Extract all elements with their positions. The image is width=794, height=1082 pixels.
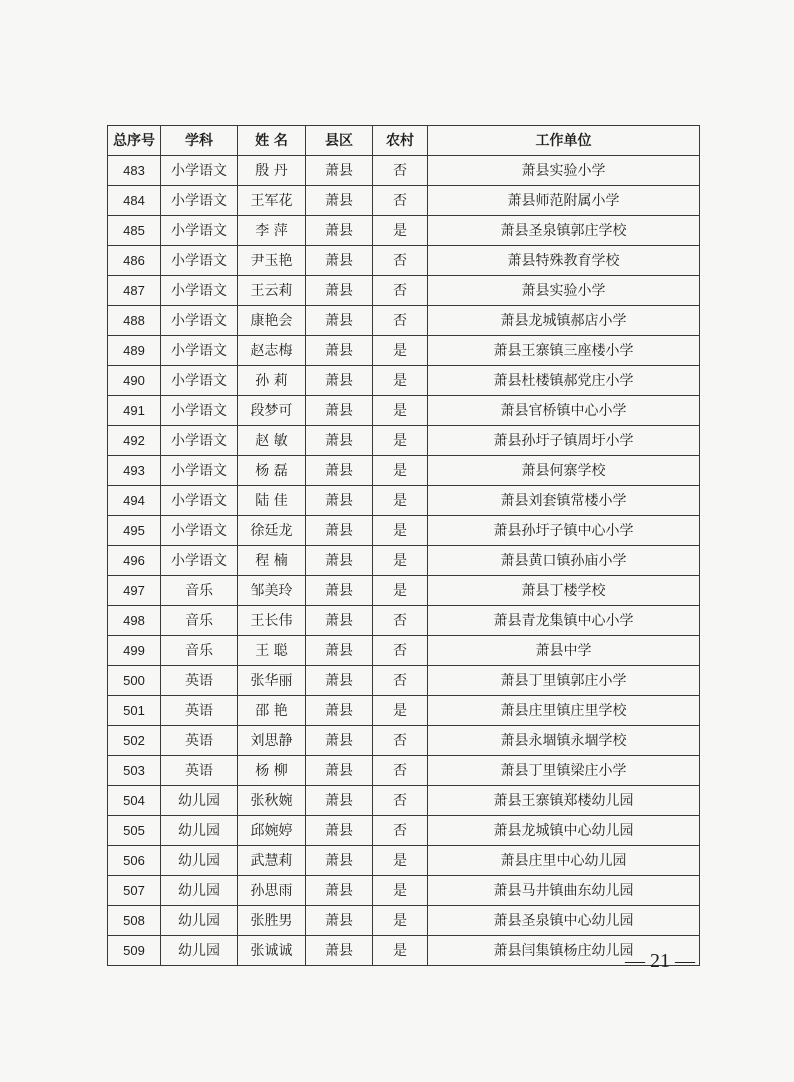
cell-county: 萧县 xyxy=(306,546,373,576)
cell-unit: 萧县特殊教育学校 xyxy=(428,246,700,276)
cell-unit: 萧县龙城镇中心幼儿园 xyxy=(428,816,700,846)
cell-unit: 萧县马井镇曲东幼儿园 xyxy=(428,876,700,906)
table-row xyxy=(108,306,700,336)
cell-seq: 501 xyxy=(108,696,161,726)
cell-unit: 萧县闫集镇杨庄幼儿园 xyxy=(428,936,700,966)
cell-county: 萧县 xyxy=(306,696,373,726)
table-row xyxy=(108,426,700,456)
cell-name: 武慧莉 xyxy=(238,846,306,876)
cell-unit: 萧县何寨学校 xyxy=(428,456,700,486)
cell-rural: 是 xyxy=(373,396,428,426)
cell-rural: 是 xyxy=(373,846,428,876)
cell-unit: 萧县实验小学 xyxy=(428,156,700,186)
cell-rural: 否 xyxy=(373,246,428,276)
cell-seq: 504 xyxy=(108,786,161,816)
cell-rural: 否 xyxy=(373,606,428,636)
cell-subject: 小学语文 xyxy=(161,516,238,546)
cell-county: 萧县 xyxy=(306,366,373,396)
table-row xyxy=(108,816,700,846)
cell-county: 萧县 xyxy=(306,156,373,186)
cell-unit: 萧县王寨镇三座楼小学 xyxy=(428,336,700,366)
cell-subject: 小学语文 xyxy=(161,276,238,306)
cell-seq: 488 xyxy=(108,306,161,336)
cell-unit: 萧县孙圩子镇中心小学 xyxy=(428,516,700,546)
cell-seq: 493 xyxy=(108,456,161,486)
table-row xyxy=(108,726,700,756)
header-seq: 总序号 xyxy=(108,126,161,156)
table-row xyxy=(108,456,700,486)
cell-county: 萧县 xyxy=(306,486,373,516)
table-row xyxy=(108,396,700,426)
cell-county: 萧县 xyxy=(306,336,373,366)
cell-name: 张胜男 xyxy=(238,906,306,936)
cell-subject: 小学语文 xyxy=(161,156,238,186)
cell-name: 杨 柳 xyxy=(238,756,306,786)
cell-county: 萧县 xyxy=(306,606,373,636)
cell-unit: 萧县永堌镇永堌学校 xyxy=(428,726,700,756)
cell-rural: 否 xyxy=(373,156,428,186)
cell-name: 张诚诚 xyxy=(238,936,306,966)
page-number: — 21 — xyxy=(625,950,695,972)
table-row xyxy=(108,486,700,516)
personnel-table xyxy=(107,125,700,966)
cell-name: 王 聪 xyxy=(238,636,306,666)
cell-seq: 487 xyxy=(108,276,161,306)
cell-rural: 否 xyxy=(373,726,428,756)
cell-name: 康艳会 xyxy=(238,306,306,336)
cell-name: 赵 敏 xyxy=(238,426,306,456)
cell-subject: 小学语文 xyxy=(161,396,238,426)
cell-name: 张秋婉 xyxy=(238,786,306,816)
table-row xyxy=(108,606,700,636)
cell-rural: 否 xyxy=(373,636,428,666)
cell-seq: 484 xyxy=(108,186,161,216)
cell-county: 萧县 xyxy=(306,666,373,696)
cell-county: 萧县 xyxy=(306,786,373,816)
table-row xyxy=(108,546,700,576)
table-body xyxy=(108,156,700,966)
cell-rural: 否 xyxy=(373,756,428,786)
cell-county: 萧县 xyxy=(306,246,373,276)
cell-rural: 是 xyxy=(373,936,428,966)
cell-seq: 508 xyxy=(108,906,161,936)
cell-name: 徐廷龙 xyxy=(238,516,306,546)
cell-rural: 是 xyxy=(373,336,428,366)
cell-name: 杨 磊 xyxy=(238,456,306,486)
cell-rural: 是 xyxy=(373,426,428,456)
cell-unit: 萧县丁里镇郭庄小学 xyxy=(428,666,700,696)
cell-name: 张华丽 xyxy=(238,666,306,696)
table-row xyxy=(108,276,700,306)
cell-subject: 英语 xyxy=(161,756,238,786)
cell-rural: 否 xyxy=(373,786,428,816)
cell-unit: 萧县圣泉镇中心幼儿园 xyxy=(428,906,700,936)
cell-county: 萧县 xyxy=(306,216,373,246)
cell-seq: 500 xyxy=(108,666,161,696)
table-header-row xyxy=(108,126,700,156)
cell-seq: 506 xyxy=(108,846,161,876)
cell-seq: 499 xyxy=(108,636,161,666)
cell-subject: 小学语文 xyxy=(161,246,238,276)
cell-name: 陆 佳 xyxy=(238,486,306,516)
cell-seq: 483 xyxy=(108,156,161,186)
cell-subject: 小学语文 xyxy=(161,456,238,486)
cell-rural: 是 xyxy=(373,486,428,516)
cell-county: 萧县 xyxy=(306,516,373,546)
table-row xyxy=(108,156,700,186)
cell-seq: 495 xyxy=(108,516,161,546)
header-county: 县区 xyxy=(306,126,373,156)
cell-county: 萧县 xyxy=(306,576,373,606)
cell-county: 萧县 xyxy=(306,756,373,786)
cell-rural: 是 xyxy=(373,366,428,396)
table-row xyxy=(108,366,700,396)
cell-unit: 萧县庄里中心幼儿园 xyxy=(428,846,700,876)
table-row xyxy=(108,876,700,906)
cell-name: 李 萍 xyxy=(238,216,306,246)
cell-subject: 小学语文 xyxy=(161,426,238,456)
header-rural: 农村 xyxy=(373,126,428,156)
cell-name: 孙思雨 xyxy=(238,876,306,906)
cell-subject: 英语 xyxy=(161,726,238,756)
cell-name: 刘思静 xyxy=(238,726,306,756)
table-row xyxy=(108,516,700,546)
cell-name: 殷 丹 xyxy=(238,156,306,186)
cell-subject: 幼儿园 xyxy=(161,816,238,846)
cell-seq: 486 xyxy=(108,246,161,276)
cell-unit: 萧县孙圩子镇周圩小学 xyxy=(428,426,700,456)
table-row xyxy=(108,246,700,276)
table-row xyxy=(108,336,700,366)
cell-rural: 是 xyxy=(373,546,428,576)
cell-county: 萧县 xyxy=(306,276,373,306)
cell-seq: 505 xyxy=(108,816,161,846)
cell-seq: 502 xyxy=(108,726,161,756)
header-subject: 学科 xyxy=(161,126,238,156)
cell-subject: 小学语文 xyxy=(161,486,238,516)
cell-unit: 萧县中学 xyxy=(428,636,700,666)
cell-rural: 否 xyxy=(373,276,428,306)
cell-seq: 485 xyxy=(108,216,161,246)
cell-rural: 是 xyxy=(373,906,428,936)
cell-seq: 489 xyxy=(108,336,161,366)
cell-county: 萧县 xyxy=(306,426,373,456)
cell-county: 萧县 xyxy=(306,636,373,666)
cell-seq: 496 xyxy=(108,546,161,576)
cell-rural: 否 xyxy=(373,306,428,336)
table-row xyxy=(108,186,700,216)
table-row xyxy=(108,756,700,786)
cell-unit: 萧县黄口镇孙庙小学 xyxy=(428,546,700,576)
cell-seq: 492 xyxy=(108,426,161,456)
cell-seq: 503 xyxy=(108,756,161,786)
cell-seq: 494 xyxy=(108,486,161,516)
cell-unit: 萧县官桥镇中心小学 xyxy=(428,396,700,426)
cell-county: 萧县 xyxy=(306,846,373,876)
cell-name: 赵志梅 xyxy=(238,336,306,366)
cell-county: 萧县 xyxy=(306,306,373,336)
cell-unit: 萧县师范附属小学 xyxy=(428,186,700,216)
cell-seq: 491 xyxy=(108,396,161,426)
header-name: 姓 名 xyxy=(238,126,306,156)
cell-name: 邹美玲 xyxy=(238,576,306,606)
cell-county: 萧县 xyxy=(306,396,373,426)
cell-subject: 英语 xyxy=(161,696,238,726)
table-row xyxy=(108,696,700,726)
cell-name: 程 楠 xyxy=(238,546,306,576)
cell-subject: 小学语文 xyxy=(161,336,238,366)
cell-seq: 507 xyxy=(108,876,161,906)
cell-unit: 萧县刘套镇常楼小学 xyxy=(428,486,700,516)
cell-subject: 幼儿园 xyxy=(161,936,238,966)
cell-seq: 498 xyxy=(108,606,161,636)
cell-county: 萧县 xyxy=(306,816,373,846)
cell-unit: 萧县圣泉镇郭庄学校 xyxy=(428,216,700,246)
table-row xyxy=(108,636,700,666)
cell-seq: 497 xyxy=(108,576,161,606)
table-row xyxy=(108,846,700,876)
table-row xyxy=(108,906,700,936)
cell-subject: 英语 xyxy=(161,666,238,696)
header-unit: 工作单位 xyxy=(428,126,700,156)
cell-subject: 小学语文 xyxy=(161,216,238,246)
cell-name: 王军花 xyxy=(238,186,306,216)
cell-unit: 萧县龙城镇郝店小学 xyxy=(428,306,700,336)
cell-subject: 幼儿园 xyxy=(161,876,238,906)
cell-unit: 萧县王寨镇郑楼幼儿园 xyxy=(428,786,700,816)
cell-rural: 是 xyxy=(373,516,428,546)
cell-subject: 小学语文 xyxy=(161,546,238,576)
cell-county: 萧县 xyxy=(306,936,373,966)
cell-county: 萧县 xyxy=(306,906,373,936)
cell-rural: 否 xyxy=(373,816,428,846)
cell-seq: 490 xyxy=(108,366,161,396)
cell-seq: 509 xyxy=(108,936,161,966)
cell-subject: 小学语文 xyxy=(161,366,238,396)
cell-rural: 是 xyxy=(373,876,428,906)
cell-subject: 幼儿园 xyxy=(161,786,238,816)
cell-county: 萧县 xyxy=(306,876,373,906)
cell-name: 邱婉婷 xyxy=(238,816,306,846)
cell-rural: 是 xyxy=(373,696,428,726)
cell-unit: 萧县实验小学 xyxy=(428,276,700,306)
cell-county: 萧县 xyxy=(306,456,373,486)
cell-county: 萧县 xyxy=(306,186,373,216)
table-row xyxy=(108,666,700,696)
cell-rural: 否 xyxy=(373,666,428,696)
cell-rural: 否 xyxy=(373,186,428,216)
cell-subject: 音乐 xyxy=(161,636,238,666)
cell-name: 邵 艳 xyxy=(238,696,306,726)
cell-name: 王云莉 xyxy=(238,276,306,306)
table-row xyxy=(108,936,700,966)
cell-name: 尹玉艳 xyxy=(238,246,306,276)
cell-unit: 萧县庄里镇庄里学校 xyxy=(428,696,700,726)
cell-rural: 是 xyxy=(373,216,428,246)
cell-name: 段梦可 xyxy=(238,396,306,426)
cell-unit: 萧县丁里镇梁庄小学 xyxy=(428,756,700,786)
table-row xyxy=(108,786,700,816)
cell-name: 王长伟 xyxy=(238,606,306,636)
cell-subject: 小学语文 xyxy=(161,306,238,336)
cell-subject: 小学语文 xyxy=(161,186,238,216)
cell-subject: 幼儿园 xyxy=(161,906,238,936)
cell-rural: 是 xyxy=(373,456,428,486)
table-row xyxy=(108,576,700,606)
cell-unit: 萧县丁楼学校 xyxy=(428,576,700,606)
cell-unit: 萧县青龙集镇中心小学 xyxy=(428,606,700,636)
cell-rural: 是 xyxy=(373,576,428,606)
cell-subject: 音乐 xyxy=(161,606,238,636)
cell-unit: 萧县杜楼镇郝党庄小学 xyxy=(428,366,700,396)
table-row xyxy=(108,216,700,246)
cell-subject: 音乐 xyxy=(161,576,238,606)
cell-subject: 幼儿园 xyxy=(161,846,238,876)
cell-name: 孙 莉 xyxy=(238,366,306,396)
cell-county: 萧县 xyxy=(306,726,373,756)
